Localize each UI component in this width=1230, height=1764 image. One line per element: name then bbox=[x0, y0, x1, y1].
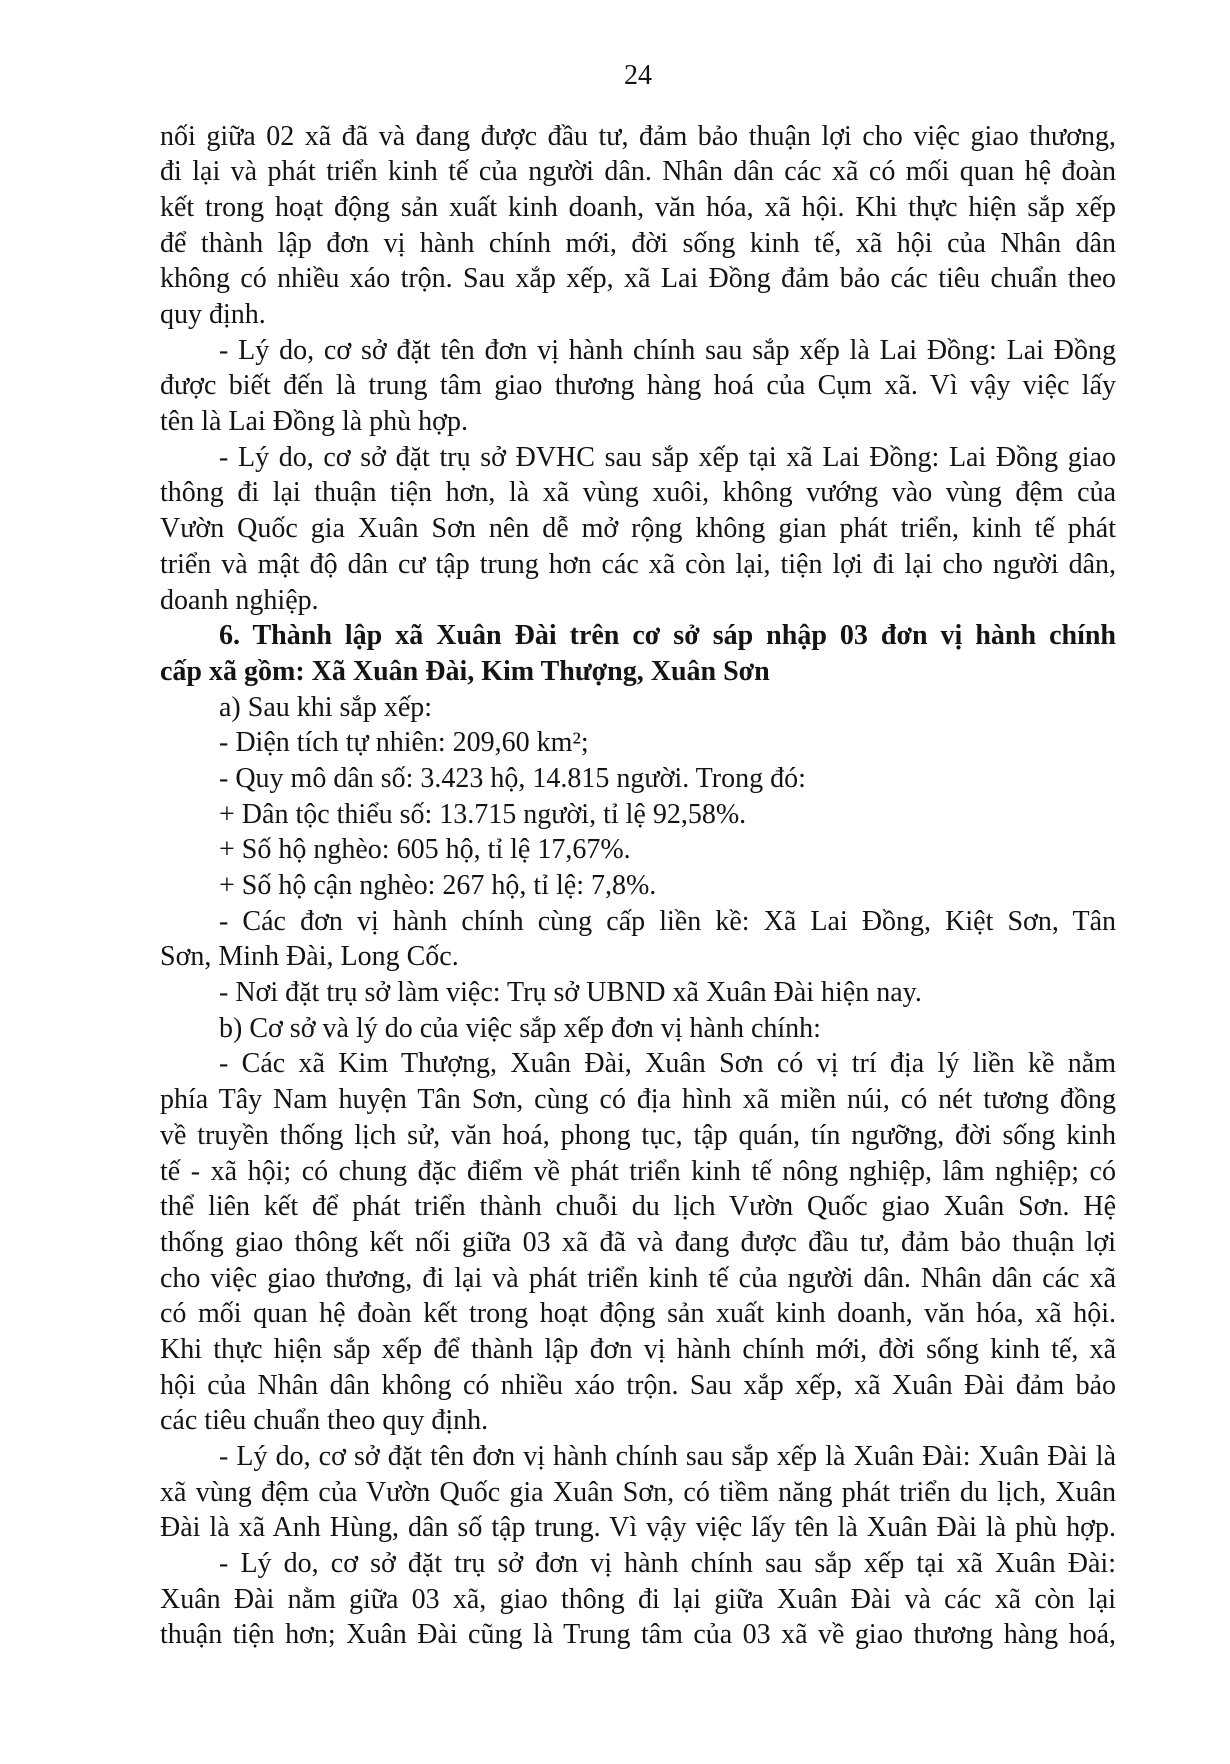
text-line: nối giữa 02 xã đã và đang được đầu tư, đảm bảo thuận lợi cho việc giao thương, bbox=[160, 120, 1116, 152]
text-line: - Lý do, cơ sở đặt trụ sở ĐVHC sau sắp xếp tại xã Lai Đồng: Lai Đồng giao bbox=[219, 441, 1116, 473]
text-line: - Các xã Kim Thượng, Xuân Đài, Xuân Sơn có vị trí địa lý liền kề nằm bbox=[219, 1048, 1116, 1080]
text-line: được biết đến là trung tâm giao thương hàng hoá của Cụm xã. Vì vậy việc lấy bbox=[160, 370, 1116, 402]
text-line: triển và mật độ dân cư tập trung hơn các xã còn lại, tiện lợi đi lại cho người dân, bbox=[160, 548, 1116, 580]
text-line: a) Sau khi sắp xếp: bbox=[219, 691, 433, 723]
text-line: tế - xã hội; có chung đặc điểm về phát triển kinh tế nông nghiệp, lâm nghiệp; có bbox=[160, 1155, 1116, 1187]
text-line: Khi thực hiện sắp xếp để thành lập đơn vị hành chính mới, đời sống kinh tế, xã bbox=[160, 1333, 1116, 1365]
text-line: kết trong hoạt động sản xuất kinh doanh, văn hóa, xã hội. Khi thực hiện sắp xếp bbox=[160, 191, 1116, 223]
section-heading bbox=[160, 618, 1116, 689]
text-line: tên là Lai Đồng là phù hợp. bbox=[160, 406, 468, 438]
paragraph-basis bbox=[160, 1046, 1116, 1439]
office-location-item bbox=[160, 975, 1116, 1011]
text-line: thuận tiện hơn; Xuân Đài cũng là Trung tâm của 03 xã về giao thương hàng hoá, bbox=[160, 1619, 1116, 1651]
text-line: phía Tây Nam huyện Tân Sơn, cùng có địa hình xã miền núi, có nét tương đồng bbox=[160, 1084, 1116, 1116]
text-line: + Số hộ nghèo: 605 hộ, tỉ lệ 17,67%. bbox=[219, 834, 631, 866]
text-line: - Lý do, cơ sở đặt tên đơn vị hành chính sau sắp xếp là Lai Đồng: Lai Đồng bbox=[219, 334, 1116, 366]
paragraph-lai-dong-office-reason bbox=[160, 440, 1116, 618]
text-line: xã vùng đệm của Vườn Quốc gia Xuân Sơn, có tiềm năng phát triển du lịch, Xuân bbox=[160, 1476, 1116, 1508]
text-line: các tiêu chuẩn theo quy định. bbox=[160, 1405, 489, 1437]
adjacent-units-item bbox=[160, 904, 1116, 975]
section-heading-line: cấp xã gồm: Xã Xuân Đài, Kim Thượng, Xuân Sơn bbox=[160, 655, 770, 687]
text-line: thông đi lại thuận tiện hơn, là xã vùng xuôi, không vướng vào vùng đệm của bbox=[160, 477, 1116, 509]
paragraph-xuan-dai-name-reason bbox=[160, 1439, 1116, 1546]
population-item bbox=[160, 761, 1116, 797]
subheading-after-arrangement bbox=[160, 690, 1116, 726]
text-line: - Lý do, cơ sở đặt trụ sở đơn vị hành chính sau sắp xếp tại xã Xuân Đài: bbox=[219, 1548, 1116, 1580]
text-line: doanh nghiệp. bbox=[160, 584, 319, 616]
paragraph-lai-dong-name-reason bbox=[160, 333, 1116, 440]
paragraph-xuan-dai-office-reason bbox=[160, 1546, 1116, 1653]
text-line: cho việc giao thương, đi lại và phát triển kinh tế của người dân. Nhân dân các xã bbox=[160, 1262, 1116, 1294]
text-line: quy định. bbox=[160, 299, 266, 331]
text-line: thống giao thông kết nối giữa 03 xã đã và đang được đầu tư, đảm bảo thuận lợi bbox=[160, 1226, 1116, 1258]
subheading-basis-reasons bbox=[160, 1011, 1116, 1047]
near-poor-households-item bbox=[160, 868, 1116, 904]
poor-households-item bbox=[160, 832, 1116, 868]
text-line: không có nhiều xáo trộn. Sau xắp xếp, xã Lai Đồng đảm bảo các tiêu chuẩn theo bbox=[160, 263, 1116, 295]
paragraph-continuation bbox=[160, 119, 1116, 333]
text-line: có mối quan hệ đoàn kết trong hoạt động sản xuất kinh doanh, văn hóa, xã hội. bbox=[160, 1298, 1116, 1330]
text-line: để thành lập đơn vị hành chính mới, đời sống kinh tế, xã hội của Nhân dân bbox=[160, 227, 1116, 259]
text-line: - Nơi đặt trụ sở làm việc: Trụ sở UBND xã Xuân Đài hiện nay. bbox=[219, 977, 922, 1009]
page-number: 24 bbox=[624, 60, 652, 91]
text-line: về truyền thống lịch sử, văn hoá, phong tục, tập quán, tín ngưỡng, đời sống kinh bbox=[160, 1119, 1116, 1151]
text-line: Vườn Quốc gia Xuân Sơn nên dễ mở rộng không gian phát triển, kinh tế phát bbox=[160, 513, 1116, 545]
text-line: - Các đơn vị hành chính cùng cấp liền kề: Xã Lai Đồng, Kiệt Sơn, Tân bbox=[219, 905, 1116, 937]
text-line: - Diện tích tự nhiên: 209,60 km²; bbox=[219, 727, 589, 759]
area-item bbox=[160, 725, 1116, 761]
text-line: thể liên kết để phát triển thành chuỗi du lịch Vườn Quốc giao Xuân Sơn. Hệ bbox=[160, 1191, 1116, 1223]
ethnic-minority-item bbox=[160, 797, 1116, 833]
text-line: - Quy mô dân số: 3.423 hộ, 14.815 người. Trong đó: bbox=[219, 762, 806, 794]
text-line: Đài là xã Anh Hùng, dân số tập trung. Vì vậy việc lấy tên là Xuân Đài là phù hợp. bbox=[160, 1512, 1116, 1544]
text-line: Xuân Đài nằm giữa 03 xã, giao thông đi lại giữa Xuân Đài và các xã còn lại bbox=[160, 1583, 1116, 1615]
text-line: b) Cơ sở và lý do của việc sắp xếp đơn vị hành chính: bbox=[219, 1012, 821, 1044]
text-line: đi lại và phát triển kinh tế của người dân. Nhân dân các xã có mối quan hệ đoàn bbox=[160, 156, 1116, 188]
section-heading-line: 6. Thành lập xã Xuân Đài trên cơ sở sáp nhập 03 đơn vị hành chính bbox=[219, 620, 1116, 652]
text-line: + Số hộ cận nghèo: 267 hộ, tỉ lệ: 7,8%. bbox=[219, 870, 657, 902]
text-line: hội của Nhân dân không có nhiều xáo trộn. Sau xắp xếp, xã Xuân Đài đảm bảo bbox=[160, 1369, 1116, 1401]
text-line: - Lý do, cơ sở đặt tên đơn vị hành chính sau sắp xếp là Xuân Đài: Xuân Đài là bbox=[219, 1441, 1116, 1473]
page-body bbox=[160, 119, 1116, 1654]
text-line: + Dân tộc thiểu số: 13.715 người, tỉ lệ 92,58%. bbox=[219, 798, 747, 830]
text-line: Sơn, Minh Đài, Long Cốc. bbox=[160, 941, 459, 973]
